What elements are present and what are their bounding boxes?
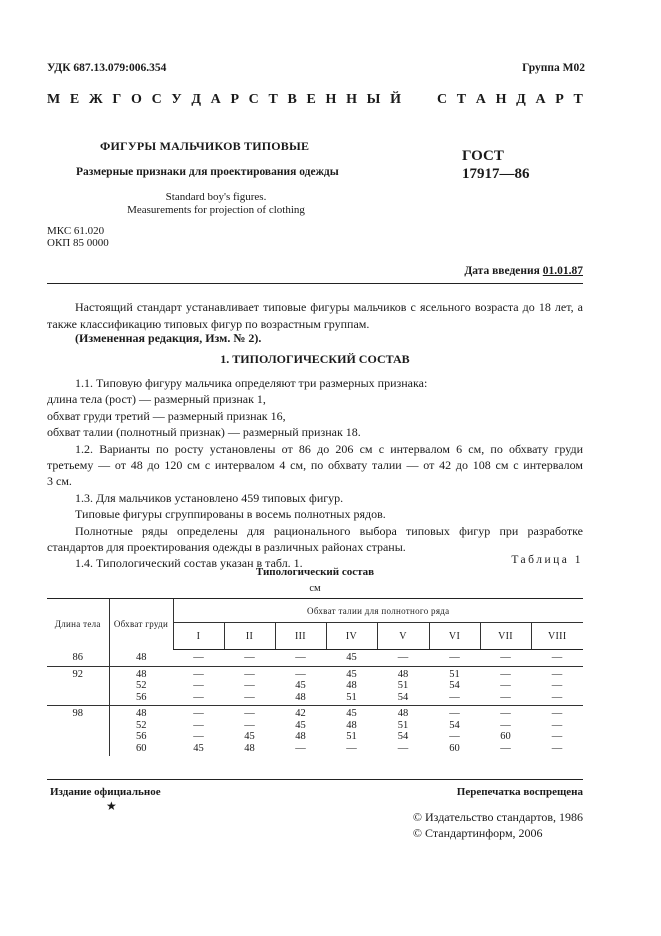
banner-letter: С (436, 92, 448, 107)
banner-letter: В (287, 92, 297, 107)
waist-cell-V (377, 706, 429, 757)
series-header-7: VII (480, 623, 531, 650)
waist-value: — (449, 731, 460, 742)
waist-value: — (551, 719, 563, 731)
banner-letter: Н (495, 92, 507, 107)
intro-paragraph: Настоящий стандарт устанавливает типовые фигуры мальчиков с ясельного возраста до 18 лет, а также классификацию типовых фигур по возрастным группам. (47, 300, 583, 331)
banner-letter: С (151, 92, 162, 107)
text-line: обхват груди третий — размерный признак 16, (47, 408, 286, 423)
banner-letter: А (210, 92, 221, 107)
waist-cell-VII (480, 666, 531, 706)
chest-value: 52 (136, 680, 147, 691)
waist-value: — (244, 680, 255, 691)
waist-cell-VII (480, 706, 531, 757)
okp-code: ОКП 85 0000 (47, 237, 109, 249)
waist-value: 48 (397, 708, 409, 719)
table-number: Таблица 1 (511, 554, 583, 566)
text-line: 3 см. (47, 474, 72, 489)
table-row (47, 706, 583, 757)
banner-letter: Д (191, 92, 201, 107)
text-line: 1.2. Варианты по росту установлены от 86 до 206 см с интервалом 6 см, по обхвату груди (75, 441, 583, 456)
height-cell (47, 650, 109, 667)
banner-letter: Р (230, 92, 239, 107)
chest-value: 52 (136, 719, 147, 731)
waist-value: — (295, 652, 306, 663)
waist-value: — (397, 652, 409, 663)
waist-value: 54 (449, 719, 460, 731)
udk-code: УДК 687.13.079:006.354 (47, 62, 167, 74)
waist-cell-VIII (531, 650, 583, 667)
table-unit: см (309, 583, 321, 594)
header-height: Длина тела (47, 599, 109, 650)
waist-value: — (449, 691, 460, 703)
waist-value: — (500, 680, 511, 691)
gost-designation (462, 147, 530, 183)
waist-value: — (551, 680, 563, 691)
waist-value: 60 (449, 742, 460, 754)
text-line: третьему — от 48 до 120 см с интервалом 4 см, по обхвату талии — от 42 до 108 см с интервалом (47, 458, 583, 473)
series-header-5: V (377, 623, 429, 650)
series-header-2: II (224, 623, 275, 650)
waist-value: 51 (397, 719, 409, 731)
banner-letter: Ж (88, 92, 103, 107)
height-value: 92 (72, 668, 83, 680)
waist-cell-VI (429, 650, 480, 667)
waist-cell-IV (326, 706, 377, 757)
waist-value: 48 (295, 691, 306, 703)
waist-value: 42 (295, 708, 306, 719)
waist-value: — (500, 719, 511, 731)
banner-letter: Й (390, 92, 401, 107)
header-chest: Обхват груди (109, 599, 173, 650)
official-edition: Издание официальное (50, 786, 161, 798)
waist-cell-V (377, 666, 429, 706)
waist-cell-II (224, 650, 275, 667)
waist-value: 45 (346, 652, 357, 663)
waist-cell-VIII (531, 666, 583, 706)
height-cell (47, 706, 109, 757)
waist-value: — (397, 742, 409, 754)
typology-table (47, 598, 583, 756)
interstate-standard-banner (47, 92, 583, 108)
height-cell (47, 666, 109, 706)
series-header-3: III (275, 623, 326, 650)
chest-value: 48 (136, 668, 147, 680)
effective-date-value: 01.01.87 (542, 265, 583, 277)
waist-value: — (551, 668, 563, 680)
section-body (47, 375, 583, 572)
banner-gap (411, 92, 415, 108)
waist-value: — (346, 742, 357, 754)
copyright (413, 809, 583, 841)
banner-letter: Р (555, 92, 564, 107)
text-line: 1.3. Для мальчиков установлено 459 типовых фигур. (75, 490, 344, 505)
height-value: 86 (72, 651, 83, 663)
text-line: Полнотные ряды определены для рационального выбора типовых фигур при разработке (75, 523, 583, 538)
banner-letter: М (47, 92, 61, 107)
divider-bottom (47, 779, 583, 780)
waist-value: — (500, 742, 511, 754)
waist-cell-V (377, 650, 429, 667)
waist-cell-III (275, 650, 326, 667)
waist-value: — (551, 691, 563, 703)
waist-value: — (500, 652, 511, 663)
table-row (47, 650, 583, 667)
waist-value: 48 (244, 742, 255, 754)
waist-value: — (500, 691, 511, 703)
waist-value: 45 (295, 719, 306, 731)
waist-cell-III (275, 706, 326, 757)
banner-letter: С (248, 92, 259, 107)
banner-letter: О (131, 92, 142, 107)
waist-value: 45 (244, 731, 255, 742)
document-subtitle: Размерные признаки для проектирования одежды (76, 166, 339, 178)
chest-cell (109, 650, 173, 667)
text-line: 1.1. Типовую фигуру мальчика определяют три размерных признака: (75, 376, 428, 390)
waist-value: — (193, 652, 204, 663)
banner-letter: Т (456, 92, 467, 107)
waist-value: — (193, 691, 204, 703)
gost-label: ГОСТ (462, 148, 504, 164)
banner-letter: Д (516, 92, 526, 107)
waist-value: 45 (346, 668, 357, 680)
banner-letter: Е (306, 92, 316, 107)
banner-letter: Т (268, 92, 278, 107)
chest-value: 48 (136, 708, 147, 719)
waist-value: 48 (397, 668, 409, 680)
banner-gap (424, 92, 428, 108)
waist-cell-I (173, 650, 224, 667)
waist-value: — (551, 652, 563, 663)
chest-value: 56 (136, 691, 147, 703)
waist-value: — (551, 708, 563, 719)
waist-cell-III (275, 666, 326, 706)
waist-value: 60 (500, 731, 511, 742)
waist-value: — (449, 652, 460, 663)
reprint-prohibited: Перепечатка воспрещена (456, 786, 583, 798)
table-row (47, 666, 583, 706)
text-line: 1.4. Типологический состав указан в табл. 1. (75, 556, 303, 571)
waist-cell-VI (429, 666, 480, 706)
waist-value: — (244, 719, 255, 731)
english-title-line1: Standard boy's figures. (165, 191, 267, 203)
waist-value: — (244, 652, 255, 663)
waist-value: — (193, 680, 204, 691)
banner-letter: Г (112, 92, 122, 107)
chest-value: 60 (136, 742, 147, 754)
text-line: стандартов для проектирования одежды в различных районах страны. (47, 540, 406, 555)
waist-value: 45 (295, 680, 306, 691)
banner-letter: Е (69, 92, 80, 107)
star-icon: ★ (106, 799, 117, 813)
classification-codes (47, 225, 109, 249)
waist-value: 51 (346, 691, 357, 703)
height-value: 98 (72, 708, 83, 719)
banner-letter: У (171, 92, 182, 107)
waist-value: — (449, 708, 460, 719)
group-code: Группа М02 (522, 62, 585, 74)
waist-cell-IV (326, 650, 377, 667)
amendment-note: (Измененная редакция, Изм. № 2). (75, 331, 262, 345)
waist-value: — (193, 668, 204, 680)
effective-date (464, 265, 583, 277)
banner-letter: Ы (366, 92, 381, 107)
waist-cell-VIII (531, 706, 583, 757)
waist-value: 51 (449, 668, 460, 680)
table-title: Типологический состав (255, 566, 375, 578)
waist-value: — (193, 731, 204, 742)
chest-cell (109, 666, 173, 706)
series-header-1: I (173, 623, 224, 650)
waist-value: 48 (346, 719, 357, 731)
divider-top (47, 283, 583, 284)
waist-value: — (500, 708, 511, 719)
waist-cell-IV (326, 666, 377, 706)
waist-value: 45 (346, 708, 357, 719)
chest-value: 56 (136, 731, 147, 742)
banner-letter: А (475, 92, 486, 107)
banner-letter: Н (325, 92, 337, 107)
waist-value: — (295, 668, 306, 680)
waist-cell-II (224, 706, 275, 757)
waist-value: 54 (397, 691, 409, 703)
waist-value: — (551, 731, 563, 742)
chest-cell (109, 706, 173, 757)
gost-number: 17917—86 (462, 166, 530, 182)
waist-value: 45 (193, 742, 204, 754)
effective-date-label: Дата введения (464, 265, 540, 277)
document-title: ФИГУРЫ МАЛЬЧИКОВ ТИПОВЫЕ (100, 139, 310, 153)
waist-value: 48 (346, 680, 357, 691)
banner-letter: Н (346, 92, 357, 107)
banner-letter: А (535, 92, 546, 107)
waist-value: — (295, 742, 306, 754)
waist-value: — (244, 668, 255, 680)
waist-value: 48 (295, 731, 306, 742)
waist-value: — (244, 691, 255, 703)
copyright-standartinform: © Стандартинформ, 2006 (412, 826, 543, 840)
header-waist-group: Обхват талии для полнотного ряда (173, 599, 583, 623)
waist-value: — (193, 719, 204, 731)
waist-value: — (193, 708, 204, 719)
banner-letter: Т (573, 92, 583, 107)
waist-value: 51 (397, 680, 409, 691)
text-line: обхват талии (полнотный признак) — размерный признак 18. (47, 425, 361, 440)
waist-cell-VII (480, 650, 531, 667)
series-header-4: IV (326, 623, 377, 650)
english-title (116, 191, 316, 217)
series-header-6: VI (429, 623, 480, 650)
waist-cell-II (224, 666, 275, 706)
waist-cell-I (173, 666, 224, 706)
waist-cell-I (173, 706, 224, 757)
text-line: длина тела (рост) — размерный признак 1, (47, 392, 266, 407)
waist-value: — (244, 708, 255, 719)
section-heading: 1. ТИПОЛОГИЧЕСКИЙ СОСТАВ (220, 352, 410, 366)
english-title-line2: Measurements for projection of clothing (127, 204, 305, 216)
waist-value: 54 (397, 731, 409, 742)
text-line: Типовые фигуры сгруппированы в восемь полнотных рядов. (75, 507, 386, 522)
waist-value: 51 (346, 731, 357, 742)
chest-value: 48 (136, 651, 147, 663)
waist-value: — (551, 742, 563, 754)
mks-code: МКС 61.020 (47, 225, 105, 237)
waist-value: — (500, 668, 511, 680)
copyright-publisher: © Издательство стандартов, 1986 (412, 810, 583, 824)
waist-cell-VI (429, 706, 480, 757)
series-header-8: VIII (531, 623, 583, 650)
waist-value: 54 (449, 680, 460, 691)
